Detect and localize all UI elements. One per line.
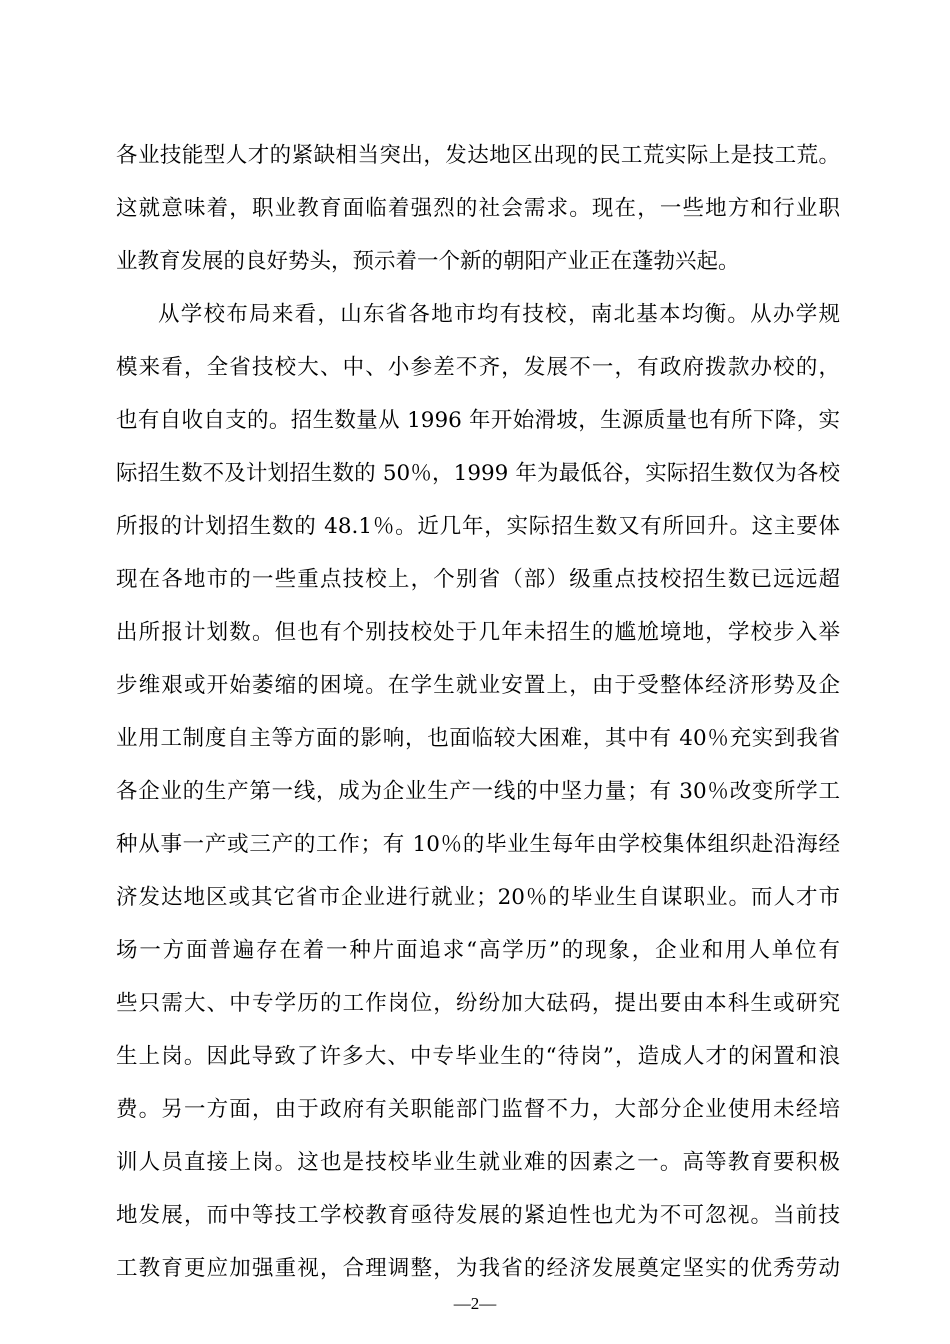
body-text-line: 些只需大、中专学历的工作岗位，纷纷加大砝码，提出要由本科生或研究	[116, 991, 840, 1016]
body-text-line: 出所报计划数。但也有个别技校处于几年未招生的尴尬境地，学校步入举	[116, 620, 840, 645]
body-text-line: 地发展，而中等技工学校教育亟待发展的紧迫性也尤为不可忽视。当前技	[116, 1203, 840, 1228]
body-text-line: 济发达地区或其它省市企业进行就业；20％的毕业生自谋职业。而人才市	[116, 885, 840, 910]
body-text-line: 训人员直接上岗。这也是技校毕业生就业难的因素之一。高等教育要积极	[116, 1150, 840, 1175]
page-number: —2—	[453, 1294, 497, 1313]
body-text-line: 这就意味着，职业教育面临着强烈的社会需求。现在，一些地方和行业职	[116, 196, 840, 221]
body-text-line: 生上岗。因此导致了许多大、中专毕业生的“待岗”，造成人才的闲置和浪	[116, 1044, 840, 1069]
paragraph-first-line: 从学校布局来看，山东省各地市均有技校，南北基本均衡。从办学规	[158, 302, 840, 327]
body-text-line: 模来看，全省技校大、中、小参差不齐，发展不一，有政府拨款办校的，	[116, 355, 840, 380]
body-text-line: 所报的计划招生数的 48.1％。近几年，实际招生数又有所回升。这主要体	[116, 514, 840, 539]
body-text-line: 各企业的生产第一线，成为企业生产一线的中坚力量；有 30％改变所学工	[116, 779, 840, 804]
body-text-line: 业用工制度自主等方面的影响，也面临较大困难，其中有 40％充实到我省	[116, 726, 840, 751]
body-text-line: 工教育更应加强重视，合理调整，为我省的经济发展奠定坚实的优秀劳动	[116, 1256, 840, 1281]
body-text-line: 业教育发展的良好势头，预示着一个新的朝阳产业正在蓬勃兴起。	[116, 249, 740, 274]
body-text-line: 际招生数不及计划招生数的 50％，1999 年为最低谷，实际招生数仅为各校	[116, 461, 840, 486]
body-text-line: 现在各地市的一些重点技校上，个别省（部）级重点技校招生数已远远超	[116, 567, 840, 592]
body-text-line: 步维艰或开始萎缩的困境。在学生就业安置上，由于受整体经济形势及企	[116, 673, 840, 698]
body-text-line: 费。另一方面，由于政府有关职能部门监督不力，大部分企业使用未经培	[116, 1097, 840, 1122]
body-text-line: 场一方面普遍存在着一种片面追求“高学历”的现象，企业和用人单位有	[116, 938, 840, 963]
body-text-line: 各业技能型人才的紧缺相当突出，发达地区出现的民工荒实际上是技工荒。	[116, 143, 840, 168]
body-text-line: 种从事一产或三产的工作；有 10％的毕业生每年由学校集体组织赴沿海经	[116, 832, 840, 857]
body-text-line: 也有自收自支的。招生数量从 1996 年开始滑坡，生源质量也有所下降，实	[116, 408, 840, 433]
